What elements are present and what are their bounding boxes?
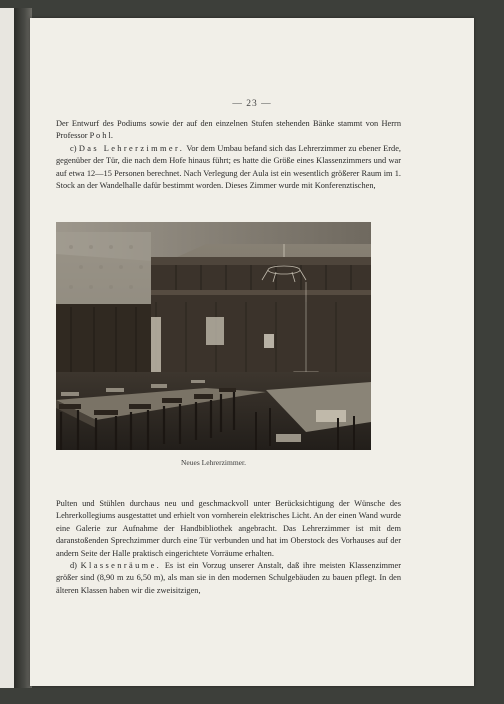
paragraph-lehrerzimmer-text: Vor dem Umbau befand sich das Lehrerzimmer zu ebener Erde, gegenüber der Tür, die nach dem Hofe hinaus führt; es hatte die Größe eines Klassenzimmers und war auf etwa 12—15 Personen berechnet. Nach Verlegung der Aula ist ein wesentlich größerer Raum im 1. Stock an der Wandelhalle dafür bestimmt worden. Dieses Zimmer wurde mit Konferenztischen, (56, 143, 402, 191)
section-heading-lehrerzimmer: Das Lehrerzimmer. (78, 143, 185, 153)
paragraph-lehrerzimmer (56, 143, 401, 193)
section-heading-klassenraeume: Klassenräume. (80, 561, 162, 571)
paragraph-furnishing: Pulten und Stühlen durchaus neu und geschmackvoll unter Berücksichtigung der Wünsche des Lehrerkollegiums ausgestattet und erhielt von vornherein elektrisches Licht. An der einen Wand wurde eine Galerie zur Aufnahme der Handbibliothek angebracht. Das Lehrerzimmer ist mit dem daranstoßenden Sprechzimmer durch eine Tür verbunden und hat im Oberstock des Vorhauses auf der andern Seite der Halle praktisch eingerichtete Vorräume erhalten. (56, 499, 401, 558)
top-text-block (56, 118, 401, 192)
bottom-text-block (56, 498, 401, 597)
paragraph-klassenraeume (56, 560, 401, 597)
section-marker: c) (70, 143, 77, 153)
book-page (30, 18, 474, 686)
photo-caption: Neues Lehrerzimmer. (181, 458, 246, 467)
paragraph-klassenraeume-text: Es ist ein Vorzug unserer Anstalt, daß ihre meisten Klassenzimmer größer sind (8,90 m zu 6,50 m), als man sie in den modernen Schulgebäuden zu bauen pflegt. In den älteren Klassen haben wir die zweisitzigen, (56, 561, 401, 595)
page-number: — 23 — (232, 99, 272, 109)
section-marker: d) (70, 561, 77, 571)
paragraph-podium: Der Entwurf des Podiums sowie der auf den einzelnen Stufen stehenden Bänke stammt von Herrn Professor P o h l. (56, 119, 401, 141)
photo-teachers-room (56, 222, 371, 450)
photo-illustration (56, 222, 371, 450)
left-page-edge (0, 8, 15, 688)
